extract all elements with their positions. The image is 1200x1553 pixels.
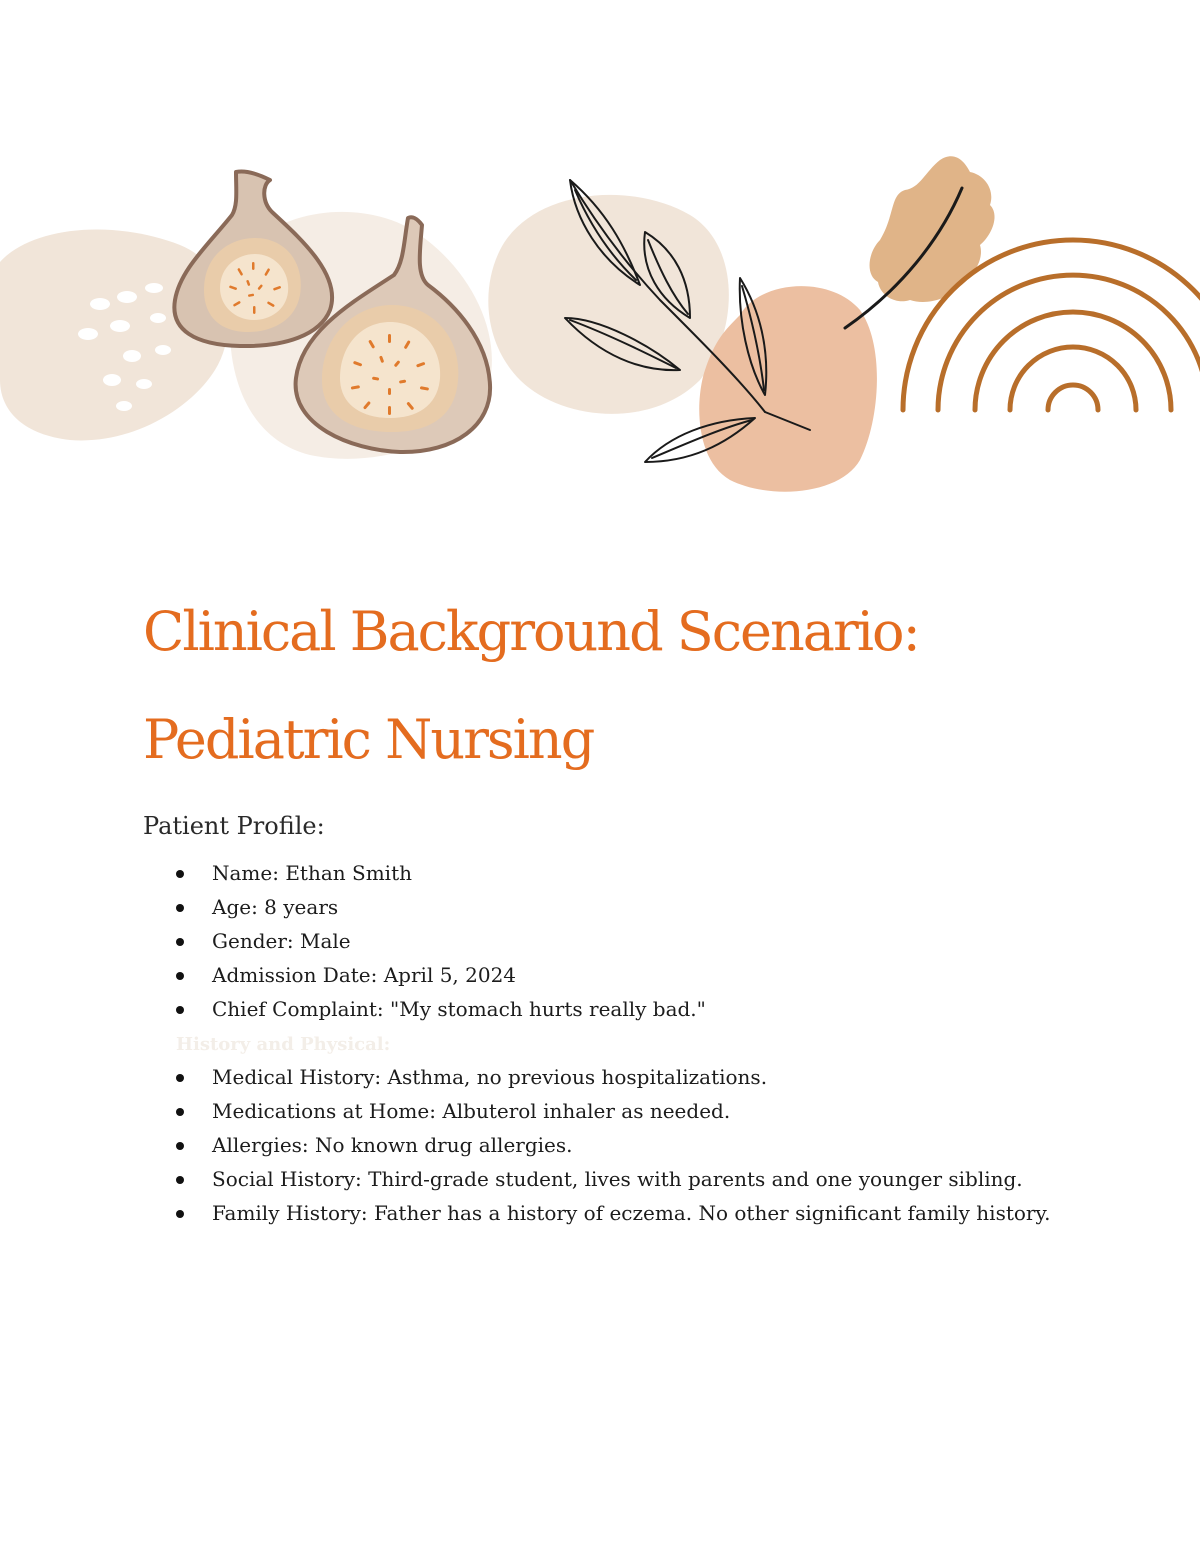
list-item-age [176,890,1056,924]
list-item-text: Admission Date: April 5, 2024 [212,963,517,987]
banner-illustration [0,140,1200,510]
history-physical-list [176,1060,1056,1230]
list-item-text: Name: Ethan Smith [212,861,412,885]
bullet-icon [176,1142,184,1150]
list-item-allergies [176,1128,1056,1162]
patient-profile-list [176,856,1056,1026]
title-line-1: Clinical Background Scenario: [143,600,919,663]
bullet-icon [176,1074,184,1082]
list-item-text: Family History: Father has a history of eczema. No other significant family history. [212,1201,1051,1225]
background-blob [488,195,729,414]
bullet-icon [176,870,184,878]
title-line-2: Pediatric Nursing [143,708,594,771]
list-item-name [176,856,1056,890]
list-item-text: Gender: Male [212,929,351,953]
list-item-medications [176,1094,1056,1128]
list-item-text: Allergies: No known drug allergies. [212,1133,573,1157]
list-item-text: Medical History: Asthma, no previous hospitalizations. [212,1065,768,1089]
bullet-icon [176,1176,184,1184]
oak-leaf-icon [845,156,995,328]
list-item-text: Medications at Home: Albuterol inhaler as needed. [212,1099,731,1123]
bullet-icon [176,938,184,946]
bullet-icon [176,1006,184,1014]
list-item-admission-date [176,958,1056,992]
decorative-banner [0,140,1200,510]
bullet-icon [176,1210,184,1218]
list-item-text: Social History: Third-grade student, lives with parents and one younger sibling. [212,1167,1023,1191]
bullet-icon [176,904,184,912]
list-item-social-history [176,1162,1056,1196]
list-item-text: Chief Complaint: "My stomach hurts really bad." [212,997,706,1021]
bullet-icon [176,972,184,980]
bullet-icon [176,1108,184,1116]
list-item-chief-complaint [176,992,1056,1026]
list-item-family-history [176,1196,1056,1230]
history-physical-heading: History and Physical: [176,1034,391,1055]
list-item-medical-history [176,1060,1056,1094]
list-item-text: Age: 8 years [212,895,339,919]
list-item-gender [176,924,1056,958]
page-title [143,578,1103,794]
fig-back-icon [174,171,332,346]
patient-profile-heading: Patient Profile: [143,812,325,840]
